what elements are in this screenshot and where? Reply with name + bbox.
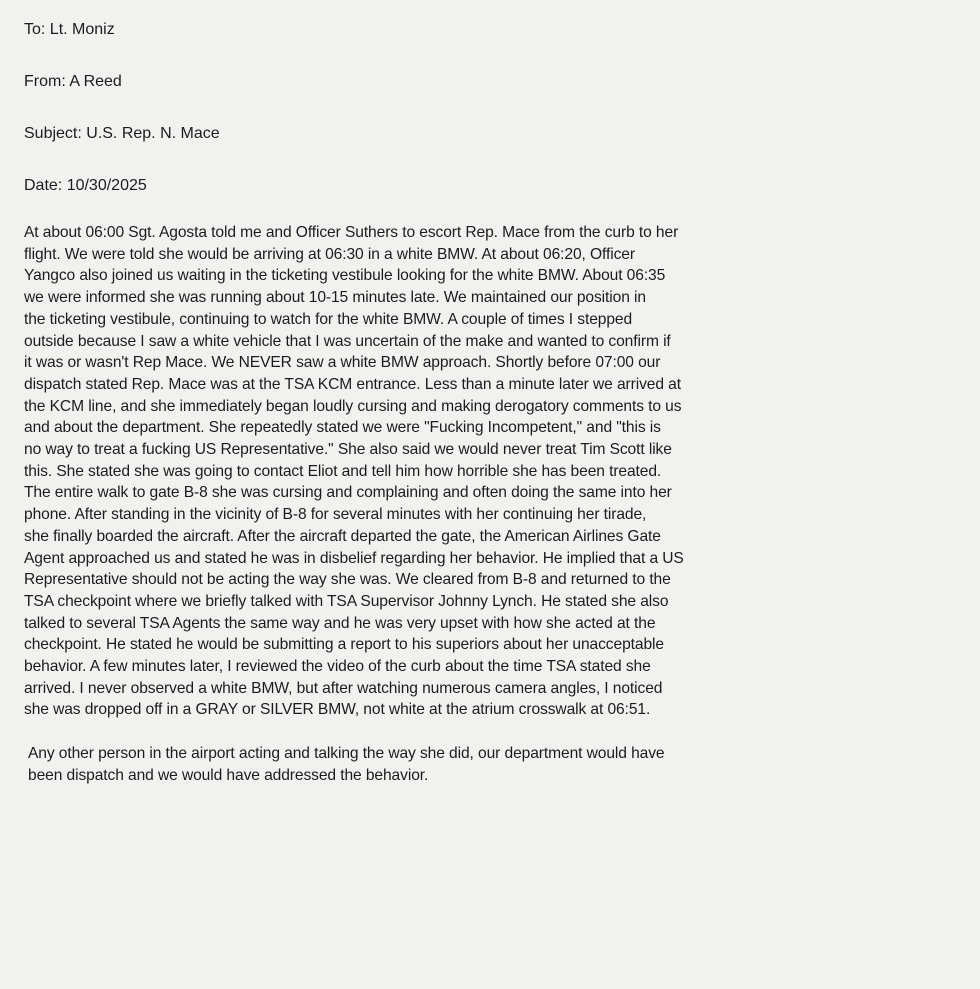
text-line: the KCM line, and she immediately began loudly cursing and making derogatory comments to us (24, 397, 682, 415)
text-line: talked to several TSA Agents the same way and he was very upset with how she acted at the (24, 614, 656, 632)
text-line: it was or wasn't Rep Mace. We NEVER saw a white BMW approach. Shortly before 07:00 our (24, 354, 661, 372)
text-line: phone. After standing in the vicinity of B-8 for several minutes with her continuing her tirade, (24, 506, 647, 524)
text-line: she finally boarded the aircraft. After the aircraft departed the gate, the American Airlines Gate (24, 527, 661, 545)
text-line: she was dropped off in a GRAY or SILVER BMW, not white at the atrium crosswalk at 06:51. (24, 701, 651, 719)
memo-from: From: A Reed (24, 73, 122, 90)
text-line: arrived. I never observed a white BMW, but after watching numerous camera angles, I noticed (24, 679, 663, 697)
text-line: The entire walk to gate B-8 she was cursing and complaining and often doing the same into her (24, 484, 672, 502)
text-line: no way to treat a fucking US Representative." She also said we would never treat Tim Scott like (24, 441, 672, 459)
text-line: and about the department. She repeatedly stated we were "Fucking Incompetent," and "this is (24, 419, 661, 437)
text-line: flight. We were told she would be arriving at 06:30 in a white BMW. At about 06:20, Officer (24, 245, 635, 263)
memo-closing-paragraph (24, 743, 884, 786)
text-line: we were informed she was running about 10-15 minutes late. We maintained our position in (24, 289, 646, 307)
text-line: Agent approached us and stated he was in disbelief regarding her behavior. He implied that a US (24, 549, 684, 567)
text-line: At about 06:00 Sgt. Agosta told me and Officer Suthers to escort Rep. Mace from the curb to her (24, 224, 679, 241)
memo-subject: Subject: U.S. Rep. N. Mace (24, 125, 220, 142)
text-line: Any other person in the airport acting and talking the way she did, our department would have (28, 745, 665, 763)
text-line: been dispatch and we would have addressed the behavior. (28, 766, 429, 784)
text-line: Yangco also joined us waiting in the ticketing vestibule looking for the white BMW. About 06:35 (24, 267, 666, 285)
memo-to: To: Lt. Moniz (24, 21, 115, 38)
memo (24, 20, 884, 787)
text-line: behavior. A few minutes later, I reviewed the video of the curb about the time TSA stated she (24, 658, 651, 676)
text-line: Representative should not be acting the way she was. We cleared from B-8 and returned to the (24, 571, 671, 589)
text-line: dispatch stated Rep. Mace was at the TSA KCM entrance. Less than a minute later we arrived at (24, 375, 681, 393)
memo-date: Date: 10/30/2025 (24, 177, 147, 194)
text-line: the ticketing vestibule, continuing to watch for the white BMW. A couple of times I stepped (24, 310, 633, 328)
text-line: this. She stated she was going to contact Eliot and tell him how horrible she has been treated. (24, 462, 662, 480)
text-line: outside because I saw a white vehicle that I was uncertain of the make and wanted to confirm if (24, 332, 671, 350)
text-line: checkpoint. He stated he would be submitting a report to his superiors about her unacceptable (24, 636, 664, 654)
text-line: TSA checkpoint where we briefly talked with TSA Supervisor Johnny Lynch. He stated she also (24, 592, 669, 610)
memo-body-paragraph (24, 222, 884, 721)
